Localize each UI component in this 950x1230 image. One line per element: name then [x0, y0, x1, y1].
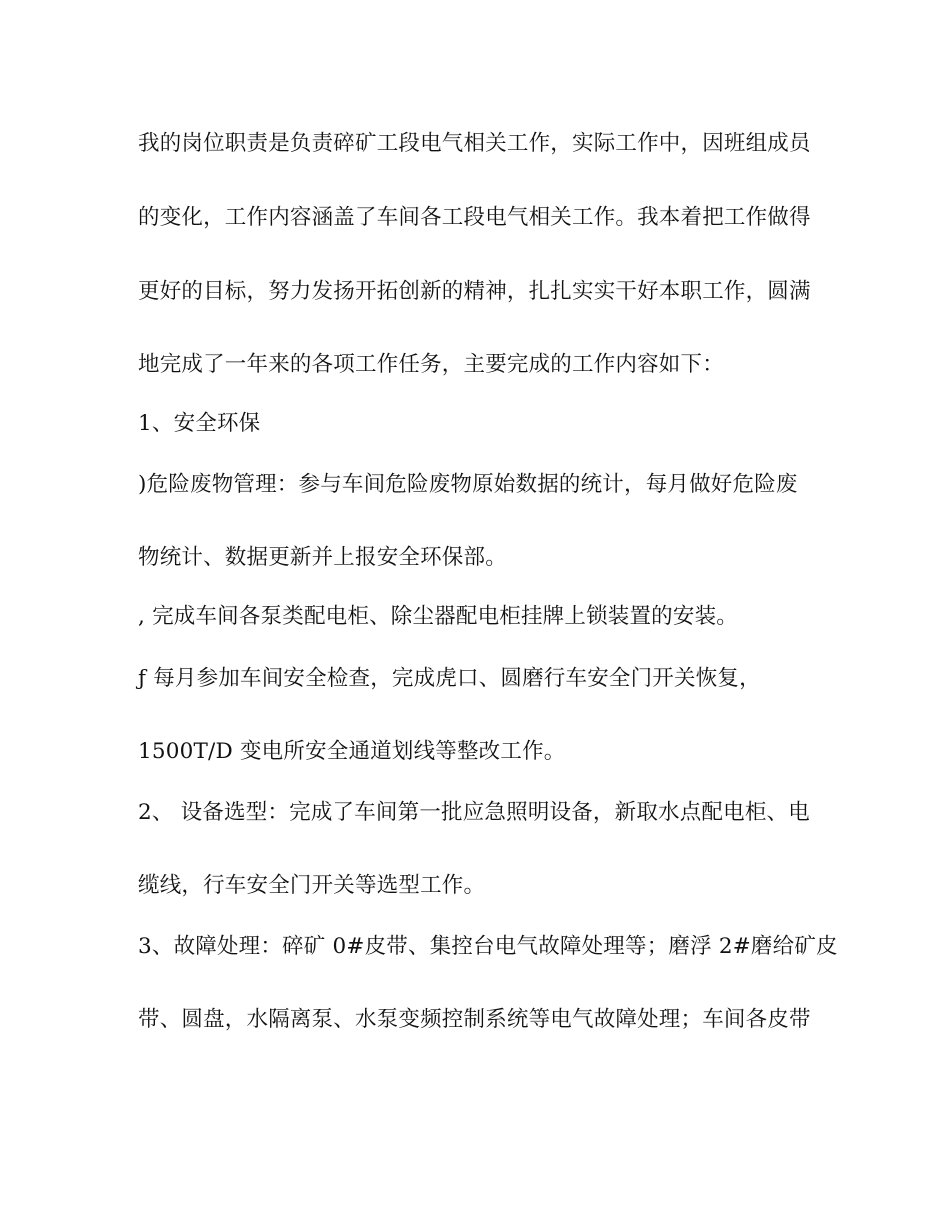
text-line-2: 的变化，工作内容涵盖了车间各工段电气相关工作。我本着把工作做得 [138, 205, 811, 230]
section-heading-fault: 3、故障处理：碎矿 0#皮带、集控台电气故障处理等；磨浮 2#磨给矿皮 [138, 934, 838, 959]
text-line-4: 地完成了一年来的各项工作任务，主要完成的工作内容如下： [138, 352, 724, 377]
text-line-14: 带、圆盘，水隔离泵、水泵变频控制系统等电气故障处理；车间各皮带 [138, 1007, 811, 1032]
text-line-10: 1500T/D 变电所安全通道划线等整改工作。 [138, 739, 566, 764]
text-line-7: 物统计、数据更新并上报安全环保部。 [138, 545, 507, 570]
text-line-9: ƒ 每月参加车间安全检查，完成虎口、圆磨行车安全门开关恢复， [138, 666, 761, 691]
text-line-8: , 完成车间各泵类配电柜、除尘器配电柜挂牌上锁装置的安装。 [138, 604, 738, 629]
text-line-1: 我的岗位职责是负责碎矿工段电气相关工作，实际工作中，因班组成员 [138, 131, 811, 156]
section-heading-safety: 1、安全环保 [138, 411, 261, 436]
text-line-12: 缆线，行车安全门开关等选型工作。 [138, 873, 486, 898]
text-line-3: 更好的目标，努力发扬开拓创新的精神，扎扎实实干好本职工作，圆满 [138, 279, 811, 304]
text-line-6: )危险废物管理：参与车间危险废物原始数据的统计，每月做好危险废 [138, 472, 798, 497]
section-heading-equipment: 2、 设备选型：完成了车间第一批应急照明设备，新取水点配电柜、电 [138, 800, 810, 825]
